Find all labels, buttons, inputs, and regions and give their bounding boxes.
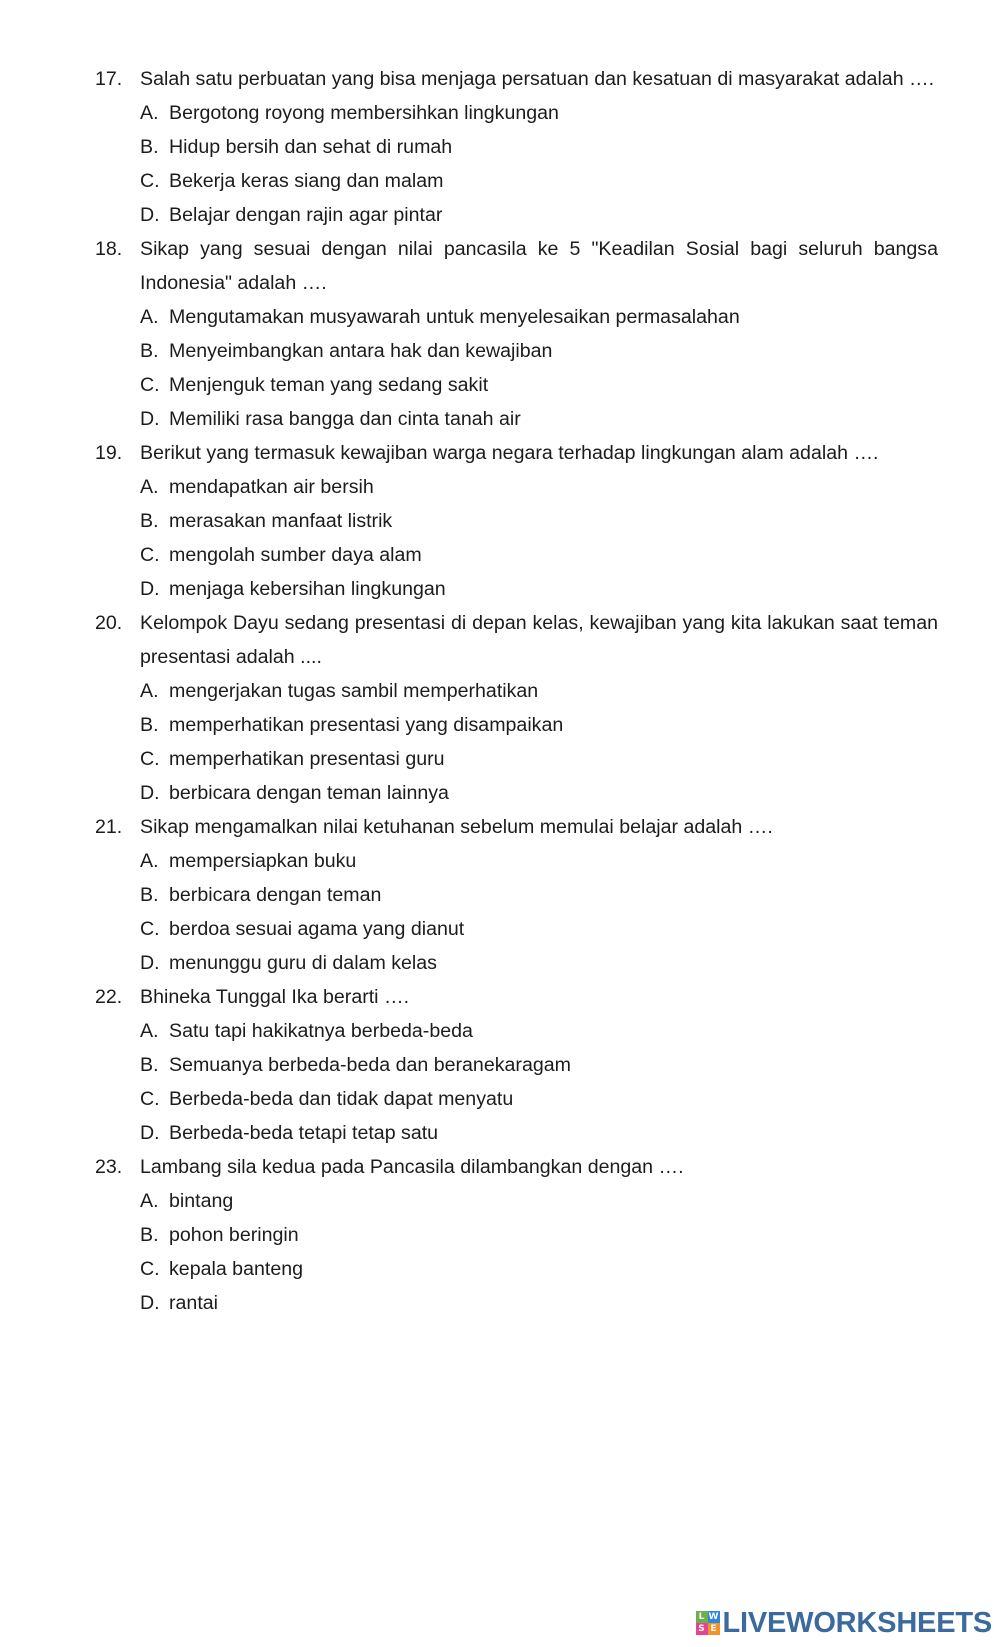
logo-cell-e: E [708,1623,720,1635]
question-text: Berikut yang termasuk kewajiban warga negara terhadap lingkungan alam adalah …. [140,442,879,464]
option-text: menjaga kebersihan lingkungan [169,578,446,600]
option-text: Satu tapi hakikatnya berbeda-beda [169,1020,473,1042]
option-letter: A. [140,1190,159,1212]
option-letter: B. [140,1054,159,1076]
question-number: 18. [95,238,123,260]
option-letter: D. [140,782,160,804]
option-letter: B. [140,714,159,736]
option-letter: C. [140,374,160,396]
option-text: Semuanya berbeda-beda dan beranekaragam [169,1054,571,1076]
question-21 [95,810,938,980]
question-17 [95,62,938,232]
option-letter: A. [140,306,159,328]
question-22 [95,980,938,1150]
answer-option-d[interactable] [140,402,938,436]
liveworksheets-logo [696,1603,993,1643]
question-number: 23. [95,1156,123,1178]
question-23 [95,1150,938,1320]
answer-option-b[interactable] [140,1218,938,1252]
option-text: bintang [169,1190,234,1212]
answer-option-a[interactable] [140,470,938,504]
question-text: Lambang sila kedua pada Pancasila dilambangkan dengan …. [140,1156,684,1178]
answer-option-d[interactable] [140,198,938,232]
answer-option-a[interactable] [140,844,938,878]
option-text: Berbeda-beda dan tidak dapat menyatu [169,1088,514,1110]
option-text: Mengutamakan musyawarah untuk menyelesaikan permasalahan [169,306,740,328]
question-text: Sikap mengamalkan nilai ketuhanan sebelum memulai belajar adalah …. [140,816,773,838]
option-text: memperhatikan presentasi guru [169,748,445,770]
option-text: Menyeimbangkan antara hak dan kewajiban [169,340,553,362]
option-letter: A. [140,680,159,702]
liveworksheets-brand-text: LIVEWORKSHEETS [722,1606,992,1639]
option-text: kepala banteng [169,1258,304,1280]
question-text: Bhineka Tunggal Ika berarti …. [140,986,410,1008]
option-letter: D. [140,578,160,600]
question-20 [95,606,938,810]
option-text: Bekerja keras siang dan malam [169,170,444,192]
answer-option-c[interactable] [140,368,938,402]
answer-option-a[interactable] [140,300,938,334]
answer-option-b[interactable] [140,1048,938,1082]
option-text: berdoa sesuai agama yang dianut [169,918,465,940]
logo-cell-w: W [708,1612,719,1622]
option-text: mendapatkan air bersih [169,476,374,498]
question-number: 20. [95,612,123,634]
answer-option-d[interactable] [140,1286,938,1320]
option-text: berbicara dengan teman [169,884,382,906]
option-letter: B. [140,1224,159,1246]
answer-option-d[interactable] [140,776,938,810]
option-text: Bergotong royong membersihkan lingkungan [169,102,559,124]
answer-option-a[interactable] [140,674,938,708]
worksheet-questions [95,62,938,1320]
option-letter: C. [140,918,160,940]
option-letter: A. [140,102,159,124]
question-number: 21. [95,816,123,838]
option-text: menunggu guru di dalam kelas [169,952,437,974]
option-text: merasakan manfaat listrik [169,510,393,532]
option-letter: C. [140,544,160,566]
answer-option-a[interactable] [140,96,938,130]
option-text: pohon beringin [169,1224,299,1246]
option-text: Memiliki rasa bangga dan cinta tanah air [169,408,521,430]
option-text: mengolah sumber daya alam [169,544,422,566]
option-letter: C. [140,170,160,192]
option-letter: B. [140,136,159,158]
answer-option-b[interactable] [140,130,938,164]
option-letter: A. [140,850,159,872]
option-text: Menjenguk teman yang sedang sakit [169,374,489,396]
option-letter: C. [140,1088,160,1110]
answer-option-a[interactable] [140,1184,938,1218]
option-text: rantai [169,1292,219,1314]
option-letter: D. [140,1122,160,1144]
option-letter: D. [140,408,160,430]
option-letter: C. [140,1258,160,1280]
answer-option-c[interactable] [140,912,938,946]
option-letter: D. [140,952,160,974]
question-text: Kelompok Dayu sedang presentasi di depan kelas, kewajiban yang kita lakukan saat teman presentasi adalah .... [140,612,938,668]
option-text: Berbeda-beda tetapi tetap satu [169,1122,439,1144]
logo-cell-s: S [696,1623,708,1635]
answer-option-c[interactable] [140,164,938,198]
logo-cell-l: L [696,1611,708,1623]
option-text: memperhatikan presentasi yang disampaikan [169,714,564,736]
option-letter: A. [140,476,159,498]
option-text: berbicara dengan teman lainnya [169,782,449,804]
option-letter: C. [140,748,160,770]
answer-option-c[interactable] [140,1252,938,1286]
question-number: 22. [95,986,123,1008]
answer-option-b[interactable] [140,504,938,538]
option-letter: B. [140,884,159,906]
answer-option-a[interactable] [140,1014,938,1048]
answer-option-b[interactable] [140,878,938,912]
answer-option-c[interactable] [140,1082,938,1116]
option-letter: B. [140,340,159,362]
question-19 [95,436,938,606]
answer-option-d[interactable] [140,946,938,980]
liveworksheets-logo-icon [696,1611,720,1635]
question-number: 19. [95,442,123,464]
option-letter: A. [140,1020,159,1042]
option-letter: B. [140,510,159,532]
option-text: mempersiapkan buku [169,850,357,872]
question-number: 17. [95,68,123,90]
question-18 [95,232,938,436]
option-text: mengerjakan tugas sambil memperhatikan [169,680,539,702]
answer-option-c[interactable] [140,742,938,776]
question-text: Salah satu perbuatan yang bisa menjaga persatuan dan kesatuan di masyarakat adalah …. [140,68,935,90]
answer-option-b[interactable] [140,708,938,742]
option-letter: D. [140,1292,160,1314]
question-text: Sikap yang sesuai dengan nilai pancasila ke 5 "Keadilan Sosial bagi seluruh bangsa Indonesia" adalah …. [140,238,938,294]
answer-option-d[interactable] [140,1116,938,1150]
option-text: Hidup bersih dan sehat di rumah [169,136,453,158]
option-text: Belajar dengan rajin agar pintar [169,204,443,226]
option-letter: D. [140,204,160,226]
answer-option-d[interactable] [140,572,938,606]
answer-option-b[interactable] [140,334,938,368]
answer-option-c[interactable] [140,538,938,572]
